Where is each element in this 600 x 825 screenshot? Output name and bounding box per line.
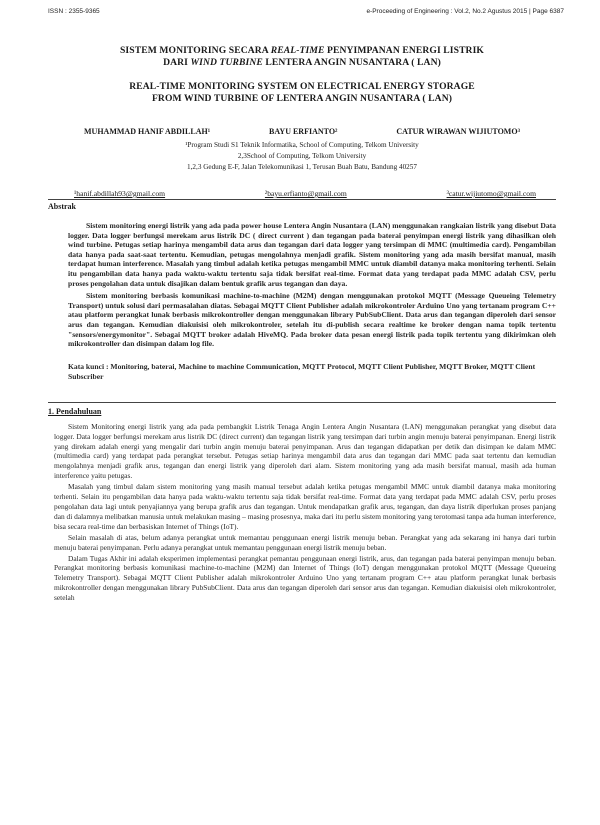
running-header (48, 8, 564, 15)
affiliation-2: 2,3School of Computing, Telkom University (237, 152, 367, 160)
journal-label: e-Proceeding of Engineering : Vol.2, No.2 Agustus 2015 | Page 6387 (366, 8, 564, 15)
author-list (84, 127, 520, 136)
body-paragraph: Selain masalah di atas, belum adanya perangkat untuk memantau penggunaan energi listrik menuju beban. Perangkat yang ada sekarang ini hanya dari turbin menuju baterai penyimpanan. Perlu adanya perangkat untuk memantau penggunaan energi listrik menuju beban. (54, 532, 556, 552)
abstract-heading: Abstrak (48, 202, 77, 211)
section-body (54, 422, 556, 603)
email-list (74, 189, 536, 198)
body-paragraph: Masalah yang timbul dalam sistem monitoring yang masih manual tersebut adalah ketika petugas mengambil MMC untuk diambil datanya maka monitoring terhenti. Selain itu pengambilan data hanya pada waktu-waktu tertentu saja tidak bersifat real-time. Format data yang terdapat pada MMC adalah CSV, perlu proses pengolahan data lagi untuk penyajiannya yang berupa grafik arus dan tegangan. Untuk mendapatkan grafik arus, tegangan, dan daya listrik diperlukan proses panjang dan di dalamnya melibatkan manusia untuk melakukan masing – masing prosesnya, maka dari itu perlu sistem monitoring yang terotomasi tanpa ada human interference, bisa secara real-time dan berbasiskan Internet of Things (IoT). (54, 482, 556, 531)
abstract-paragraph: Sistem monitoring berbasis komunikasi machine-to-machine (M2M) dengan menggunakan protokol MQTT (Message Queueing Telemetry Transport) untuk solusi dari permasalahan diatas. Sebagai MQTT Client Publisher adalah mikrokontroler Arduino Uno yang tertanam program C++ atau platform perangkat lunak berbasis mikrokontroller dengan menggunakan library PubSubClient. Data arus dan tegangan diperoleh dari sensor arus dan tegangan. Kemudian diakuisisi oleh mikrokontroler, setelah itu di-publish secara realtime ke broker dengan nama topik tertentu "sensors/energymonitor". Sebagai MQTT broker adalah HiveMQ. Pada broker data pesan energi listrik pada topik tertentu yang dikirimkan oleh mikrokontroller dan disimpan dalam log file. (68, 291, 556, 349)
abstract-body (68, 221, 556, 349)
body-paragraph: Sistem Monitoring energi listrik yang ada pada pembangkit Listrik Tenaga Angin Lentera Angin Nusantara (LAN) menggunakan perangkat yang disebut data logger. Data logger berfungsi merekam arus listrik DC (direct current) dan tegangan listrik yang tersimpan dari turbin angin menuju baterai penyimpanan. Energi listrik yang direkam adalah energi yang mengalir dari turbin angin menuju baterai penyimpanan. Arus dan tegangan didapatkan per detik dan disimpan ke dalam MMC (multimedia card) yang terdapat pada perangkat tersebut. Petugas setiap harinya mengambil data arus dan tegangan dari MMC pada saat tertentu dan kemudian mengolahnya menjadi grafik arus, tegangan dan energi listrik yang diperoleh dari alam. Sistem monitoring yang ada masih bersifat manual, masih ada human interference yaitu petugas. (54, 421, 556, 481)
section-heading: 1. Pendahuluan (48, 406, 102, 416)
author-1: MUHAMMAD HANIF ABDILLAH¹ (84, 127, 211, 136)
keywords: Kata kunci : Monitoring, baterai, Machine to machine Communication, MQTT Protocol, MQTT Client Publisher, MQTT Broker, MQTT Client Subscriber (68, 361, 536, 381)
affiliation-3: 1,2,3 Gedung E-F, Jalan Telekomunikasi 1, Terusan Buah Batu, Bandung 40257 (187, 163, 417, 171)
title-english: REAL-TIME MONITORING SYSTEM ON ELECTRICAL ENERGY STORAGE FROM WIND TURBINE OF LENTERA ANGIN NUSANTARA ( LAN) (129, 81, 475, 104)
email-2[interactable]: ²bayu.erfianto@gmail.com (264, 189, 347, 198)
affiliations (48, 140, 556, 173)
abstract-paragraph: Sistem monitoring energi listrik yang ada pada power house Lentera Angin Nusantara (LAN) menggunakan rangkaian listrik yang disebut Data logger. Data logger berfungsi merekam arus listrik DC ( direct current ) dan tegangan pada baterai penyimpan energi listrik yang dihasilkan oleh wind turbine. Petugas setiap harinya mengambil data arus dan tegangan dari data logger yang tersimpan di MMC (multimedia card). Pengambilan data hanya pada saat-saat tertentu. Kemudian, petugas mengolahnya menjadi grafik. Sistem monitoring yang ada masih bersifat manual, masih terdapat human interference. Masalah yang timbul adalah ketika petugas mengambil MMC untuk diambil datanya maka monitoring terhenti. Selain itu pengambilan data hanya pada waktu-waktu tertentu saja tidak bersifat real-time. Format data yang terdapat pada MMC adalah CSV, perlu proses pengolahan data untuk disajikan dalam bentuk grafik arus tegangan dan daya. (68, 221, 556, 288)
affiliation-1: ¹Program Studi S1 Teknik Informatika, School of Computing, Telkom University (185, 141, 419, 149)
section-rule (48, 402, 556, 403)
issn-label: ISSN : 2355-9365 (48, 8, 100, 15)
author-2: BAYU ERFIANTO² (269, 127, 338, 136)
abstract-rule (48, 199, 556, 200)
body-paragraph: Dalam Tugas Akhir ini adalah eksperimen implementasi perangkat pemantau penggunaan energi listrik, arus, dan tegangan pada baterai penyimpan menuju beban. Perangkat monitoring berbasis komunikasi machine-to-machine (M2M) dan Internet of Things (IoT) dengan menggunakan protokol MQTT (Message Queueing Telemetry Transport). Sebagai MQTT Client Publisher adalah mikrokontroler Arduino Uno yang tertanam program C++ atau platform perangkat lunak berbasis mikrokontroller dengan menggunakan library PubSubClient. Data arus dan tegangan diperoleh dari sensor arus dan tegangan. Kemudian diakuisisi oleh mikrokontroler, setelah (54, 553, 556, 603)
email-3[interactable]: ³catur.wijiutomo@gmail.com (446, 189, 536, 198)
email-1[interactable]: ¹hanif.abdillah93@gmail.com (74, 189, 166, 198)
title-indonesian: SISTEM MONITORING SECARA REAL-TIME PENYIMPANAN ENERGI LISTRIK DARI WIND TURBINE LENTERA ANGIN NUSANTARA ( LAN) (120, 45, 484, 68)
author-3: CATUR WIRAWAN WIJIUTOMO³ (396, 127, 520, 136)
